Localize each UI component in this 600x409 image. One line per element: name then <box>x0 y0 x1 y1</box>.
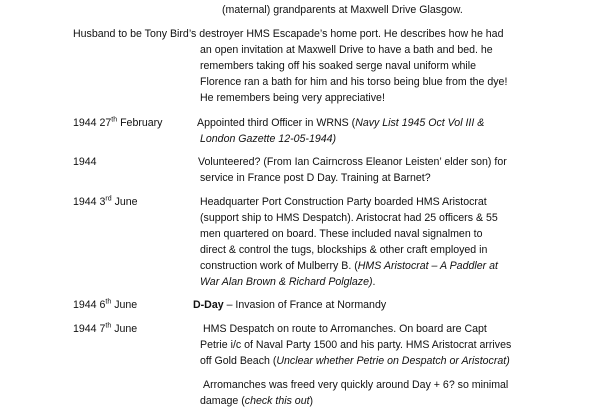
text-line: direct & control the tugs, blockships & other craft employed in <box>200 244 488 256</box>
entry-date: 1944 3rd June <box>73 195 138 208</box>
text-line: Arromanches was freed very quickly around Day + 6? so minimal <box>203 379 509 391</box>
text-line: damage (check this out) <box>200 395 314 407</box>
text-line: men quartered on board. These included naval signalmen to <box>200 228 483 240</box>
entry-date: 1944 27th February <box>73 116 163 129</box>
text-line: service in France post D Day. Training at Barnet? <box>200 172 431 184</box>
text-line: London Gazette 12-05-1944) <box>200 133 337 145</box>
text-line: Headquarter Port Construction Party boarded HMS Aristocrat <box>200 196 487 208</box>
entry-date: 1944 7th June <box>73 322 138 335</box>
text-line: an open invitation at Maxwell Drive to have a bath and bed. he <box>200 44 493 56</box>
text-line: D-Day – Invasion of France at Normandy <box>193 299 387 311</box>
text-line: Volunteered? (From Ian Cairncross Eleanor Leisten’ elder son) for <box>198 156 507 168</box>
text-line: Petrie i/c of Naval Party 1500 and his party. HMS Aristocrat arrives <box>200 339 512 351</box>
text-line: (maternal) grandparents at Maxwell Drive Glasgow. <box>222 4 463 16</box>
text-line: Appointed third Officer in WRNS (Navy List 1945 Oct Vol III & <box>197 117 485 129</box>
text-line: War Alan Brown & Richard Polglaze). <box>200 276 376 288</box>
text-line: He remembers being very appreciative! <box>200 92 385 104</box>
entry-date: 1944 <box>73 156 97 168</box>
text-line: HMS Despatch on route to Arromanches. On board are Capt <box>203 323 487 335</box>
text-line: Florence ran a bath for him and his torso being blue from the dye! <box>200 76 508 88</box>
text-line: (support ship to HMS Despatch). Aristocrat had 25 officers & 55 <box>200 212 498 224</box>
text-line: off Gold Beach (Unclear whether Petrie on Despatch or Aristocrat) <box>200 355 510 367</box>
text-line: Husband to be Tony Bird’s destroyer HMS Escapade’s home port. He describes how he had <box>73 28 504 40</box>
entry-date: 1944 6th June <box>73 298 138 311</box>
text-line: construction work of Mulberry B. (HMS Aristocrat – A Paddler at <box>200 260 498 272</box>
text-line: remembers taking off his soaked serge naval uniform while <box>200 60 476 72</box>
